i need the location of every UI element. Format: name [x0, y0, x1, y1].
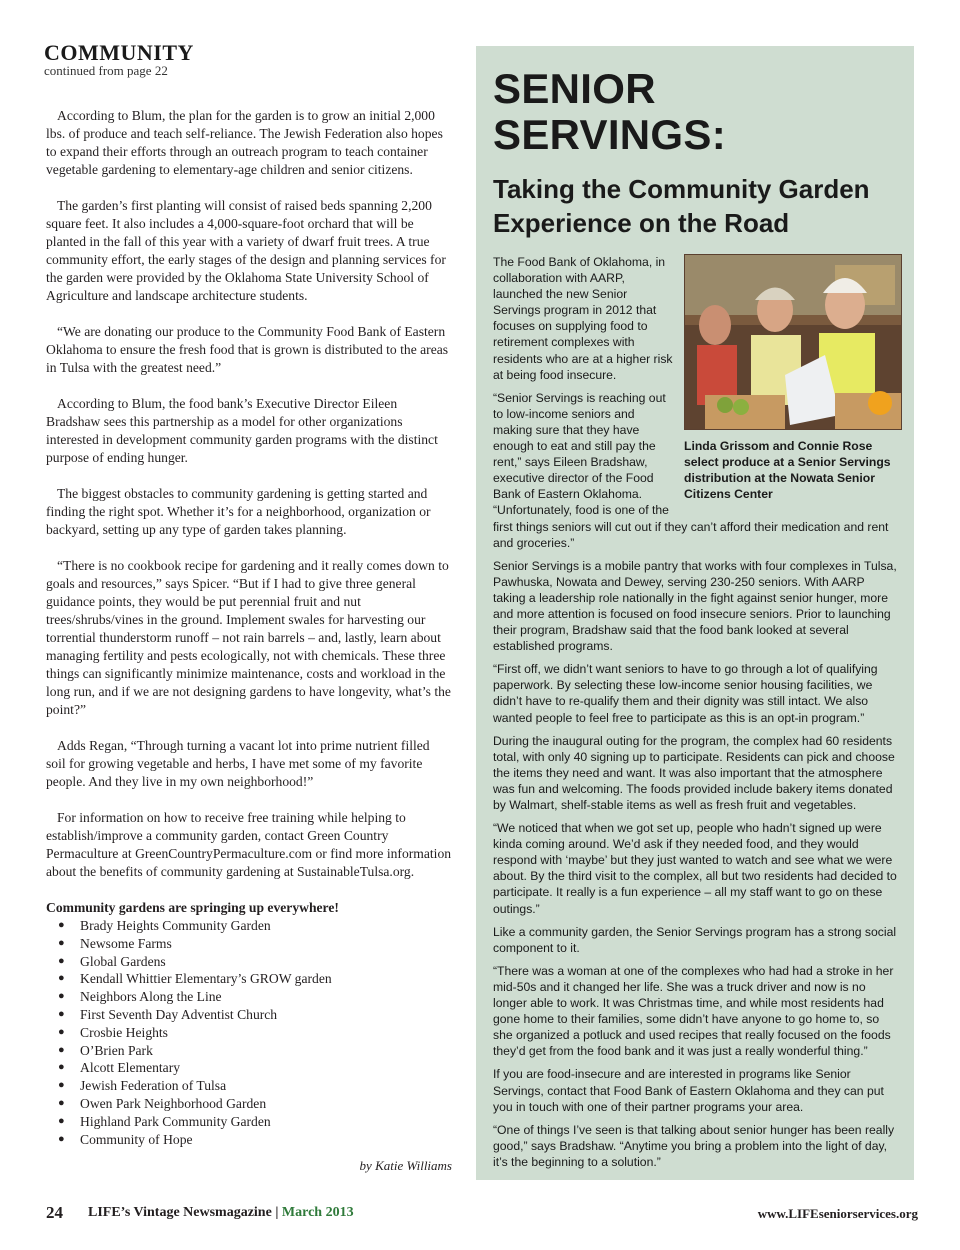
- list-item: [46, 1059, 452, 1077]
- photo-caption: Linda Grissom and Connie Rose select produce at a Senior Servings distribution at the Nowata Senior Citizens Center: [684, 439, 891, 501]
- sidebar-paragraph: “There was a woman at one of the complexes who had had a stroke in her mid-50s and it changed her life. She was a truck driver and now is no longer able to work. It was Christmas time, and while most residents had gone home to their families, some didn’t have anyone to go home to, so she organized a potluck and used recipes that really focused on the foods they’d get from the food bank and it was just a really wonderful thing.”: [493, 963, 894, 1059]
- article-paragraph: “We are donating our produce to the Community Food Bank of Eastern Oklahoma to ensure the fresh food that is grown is distributed to the areas in Tulsa with the greatest need.”: [46, 324, 449, 375]
- sidebar-paragraph: “First off, we didn’t want seniors to have to go through a lot of qualifying paperwork. By selecting these low-income senior housing facilities, we didn’t have to re-qualify them and their dignity was still intact. We also wanted people to feel free to participate as this is an opt-in program.”: [493, 662, 878, 725]
- bullet-icon: ●: [58, 990, 65, 1003]
- section-title: COMMUNITY: [44, 40, 194, 65]
- magazine-name-line: [88, 1205, 354, 1221]
- article-paragraph: “There is no cookbook recipe for gardening and it really comes down to goals and resources,” says Spicer. “But if I had to give three general guidance points, they would be put perennial fruit and nut trees/shrubs/vines in the ground. Implement swales for harvesting our torrential thunderstorm runoff – not rain barrels – and, lastly, learn about managing fertility and pests ecologically, not with chemicals. These three things can significantly minimize maintenance, costs and workload in the long run, and if we are not designing gardens to have longevity, what’s the point?”: [46, 558, 451, 717]
- sidebar-paragraph: Like a community garden, the Senior Servings program has a strong social component to it.: [493, 924, 897, 955]
- bullet-icon: ●: [58, 1007, 65, 1020]
- gardens-list: [46, 917, 452, 1148]
- garden-name: First Seventh Day Adventist Church: [80, 1006, 278, 1022]
- garden-name: Newsome Farms: [80, 935, 172, 951]
- photo-block: [684, 254, 902, 502]
- sidebar-paragraph: “One of things I’ve seen is that talking about senior hunger has been really good,” says Bradshaw. “Anytime you bring a problem into the light of day, it’s the beginning to a solution.”: [493, 1122, 895, 1169]
- garden-name: Kendall Whittier Elementary’s GROW garden: [80, 971, 332, 987]
- article-paragraph: The garden’s first planting will consist of raised beds spanning 2,200 square feet. It also includes a 4,000-square-foot orchard that will be planted in the fall of this year with a variety of dwarf fruit trees. A true community effort, the early stages of the design and planning services for the garden were provided by the Oklahoma State University School of Agriculture and landscape architecture students.: [46, 198, 446, 303]
- footer-separator: |: [271, 1205, 282, 1220]
- sidebar-subtitle: Taking the Community Garden Experience on the Road: [493, 174, 870, 238]
- garden-name: Neighbors Along the Line: [80, 989, 222, 1005]
- gardens-list-title: Community gardens are springing up everywhere!: [46, 900, 339, 915]
- bullet-icon: ●: [58, 1025, 65, 1038]
- sidebar-paragraph: Senior Servings is a mobile pantry that works with four complexes in Tulsa, Pawhuska, Nowata and Dewey, serving 230-250 seniors. With AARP taking a leadership role nationally in the fight against senior hunger, more and more attention is focused on food insecure seniors. Prior to launching their program, Bradshaw said that the food bank looked at several established programs.: [493, 558, 897, 654]
- garden-name: Crosbie Heights: [80, 1024, 168, 1040]
- bullet-icon: ●: [58, 1043, 65, 1056]
- sidebar-paragraph: If you are food-insecure and are interested in programs like Senior Servings, contact that Food Bank of Eastern Oklahoma and they can put you in touch with one of their partner programs your area.: [493, 1067, 884, 1114]
- garden-name: Alcott Elementary: [80, 1060, 181, 1076]
- list-item: [46, 988, 452, 1006]
- page-footer: [46, 1203, 918, 1227]
- bullet-icon: ●: [58, 1079, 65, 1092]
- sidebar-title: SENIOR SERVINGS:: [493, 65, 726, 158]
- garden-name: Owen Park Neighborhood Garden: [80, 1095, 267, 1111]
- list-item: [46, 1024, 452, 1042]
- list-item: [46, 970, 452, 988]
- sidebar-paragraph: “Senior Servings is reaching out to low-income seniors and making sure that they have enough to eat and still pay the rent,” says Eileen Bradshaw, executive director of the Food Bank of Eastern Oklahoma. “Unfortunately, food is one of the first things seniors will cut out if they can’t afford their medication and rent and groceries.”: [493, 390, 889, 550]
- list-item: [46, 1113, 452, 1131]
- garden-name: Community of Hope: [80, 1131, 193, 1147]
- garden-name: Global Gardens: [80, 953, 166, 969]
- article-paragraph: According to Blum, the plan for the garden is to grow an initial 2,000 lbs. of produce and teach self-reliance. The Jewish Federation also hopes to expand their efforts through an outreach program to teach container vegetable gardening to elementary-age children and senior citizens.: [46, 108, 443, 177]
- bullet-icon: ●: [58, 1114, 65, 1127]
- page-number: 24: [46, 1203, 63, 1222]
- list-item: [46, 1006, 452, 1024]
- bullet-icon: ●: [58, 919, 65, 931]
- list-item: [46, 917, 452, 935]
- main-article: [46, 40, 452, 1148]
- garden-name: O’Brien Park: [80, 1042, 153, 1058]
- produce-photo: [684, 254, 902, 430]
- sidebar-paragraph: “We noticed that when we got set up, people who hadn’t signed up were kinda coming around. We’d ask if they needed food, and they would respond with ‘maybe’ but they just wanted to watch and see what we were about. By the third visit to the complex, all but two residents had decided to participate. It really is a fun experience – all my staff want to go on these outings.”: [493, 821, 897, 916]
- issue-date: March 2013: [281, 1205, 354, 1220]
- article-paragraph: The biggest obstacles to community gardening is getting started and finding the right spot. Whether it’s for a neighborhood, organization or backyard, setting up any type of garden takes planning.: [46, 486, 431, 537]
- sidebar-paragraph: The Food Bank of Oklahoma, in collaboration with AARP, launched the new Senior Servings program in 2012 that focuses on supplying food to retirement complexes with residents who are at a higher risk at being food insecure.: [493, 255, 673, 382]
- website-link[interactable]: www.LIFEseniorservices.org: [757, 1206, 918, 1221]
- bullet-icon: ●: [58, 936, 65, 949]
- bullet-icon: ●: [58, 1096, 65, 1109]
- magazine-name: LIFE’s Vintage Newsmagazine: [88, 1205, 272, 1220]
- garden-name: Highland Park Community Garden: [80, 1113, 271, 1129]
- sidebar-article: [476, 46, 914, 1180]
- list-item: [46, 935, 452, 953]
- list-item: [46, 1095, 452, 1113]
- garden-name: Jewish Federation of Tulsa: [80, 1078, 227, 1094]
- sidebar-paragraph: During the inaugural outing for the program, the complex had 60 residents total, with only 40 signing up to participate. Residents can pick and choose the items they need and want. It was also important that the atmosphere was fun and welcoming. The foods provided include bakery items donated by Walmart, shelf-stable items as well as fresh fruit and vegetables.: [493, 733, 895, 812]
- bullet-icon: ●: [58, 954, 65, 967]
- article-paragraph: According to Blum, the food bank’s Executive Director Eileen Bradshaw sees this partnership as a model for other organizations interested in development community garden programs with the distinct purpose of ending hunger.: [46, 396, 438, 465]
- byline: by Katie Williams: [359, 1158, 452, 1173]
- garden-name: Brady Heights Community Garden: [80, 918, 271, 933]
- bullet-icon: ●: [58, 1132, 65, 1145]
- continued-note: continued from page 22: [44, 63, 168, 78]
- list-item: [46, 1077, 452, 1095]
- bullet-icon: ●: [58, 1061, 65, 1074]
- list-item: [46, 1042, 452, 1060]
- list-item: [46, 953, 452, 971]
- article-paragraph: For information on how to receive free training while helping to establish/improve a community garden, contact Green Country Permaculture at GreenCountryPermaculture.com or find more information about the benefits of community gardening at SustainableTulsa.org.: [46, 810, 452, 879]
- bullet-icon: ●: [58, 972, 65, 985]
- article-body: [46, 107, 452, 881]
- article-paragraph: Adds Regan, “Through turning a vacant lot into prime nutrient filled soil for growing vegetable and herbs, I have met some of my favorite people. And they live in my own neighborhood!”: [46, 738, 430, 789]
- sidebar-body: [493, 254, 898, 1170]
- list-item: [46, 1131, 452, 1149]
- photo-illustration: [685, 255, 902, 430]
